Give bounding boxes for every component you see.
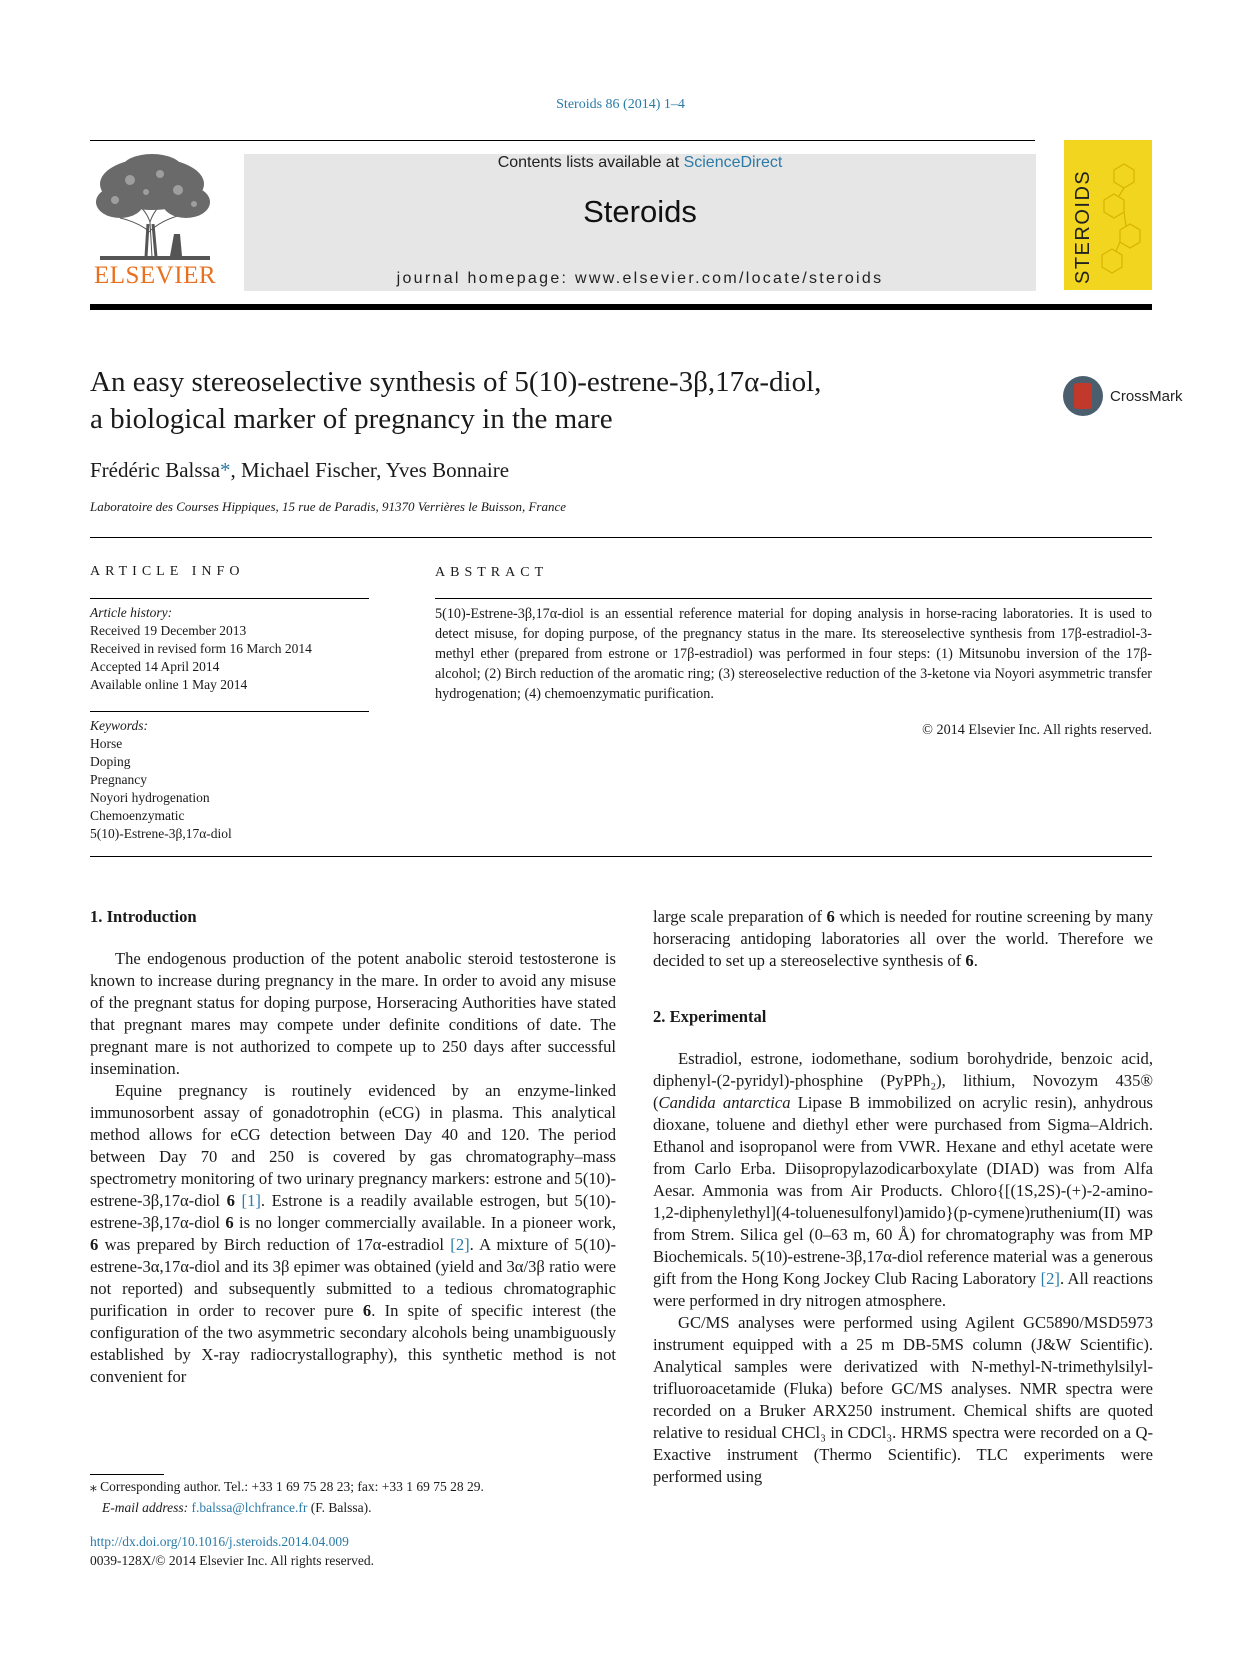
body-left-column bbox=[90, 906, 616, 1388]
compound-number: 6 bbox=[965, 951, 974, 970]
compound-number: 6 bbox=[362, 1301, 372, 1320]
footnote-text: Corresponding author. Tel.: +33 1 69 75 28 23; fax: +33 1 69 75 28 29. bbox=[96, 1479, 484, 1494]
text-run: . bbox=[973, 951, 978, 970]
history-item: Accepted 14 April 2014 bbox=[90, 659, 220, 674]
footnote bbox=[90, 1476, 650, 1518]
affiliation: Laboratoire des Courses Hippiques, 15 rue de Paradis, 91370 Verrières le Buisson, France bbox=[90, 499, 567, 514]
reference-link[interactable]: [1] bbox=[241, 1191, 261, 1210]
history-label: Article history: bbox=[90, 605, 173, 620]
history-item: Received in revised form 16 March 2014 bbox=[90, 641, 312, 656]
compound-number: 6 bbox=[226, 1191, 235, 1210]
compound-number: 6 bbox=[225, 1213, 234, 1232]
keyword-item: Horse bbox=[90, 736, 123, 751]
keyword-item: Chemoenzymatic bbox=[90, 808, 185, 823]
text-run: . All reactions were performed in dry nitrogen atmosphere. bbox=[653, 1269, 1153, 1310]
text-run: Equine pregnancy is routinely evidenced by an enzyme-linked immunosorbent assay of gonadotrophin (eCG) in plasma. This analytical method allows for eCG detection between Day 40 and 120. The period between Day 70 and 250 is covered by gas chromatography–mass spectrometry monitoring of two urinary pregnancy markers: estrone and 5(10)-estrene-3β,17α-diol bbox=[90, 1081, 616, 1210]
body-right-column bbox=[653, 906, 1153, 1488]
compound-number: 6 bbox=[90, 1235, 99, 1254]
title-line-2: a biological marker of pregnancy in the mare bbox=[90, 403, 613, 435]
keywords bbox=[90, 717, 232, 843]
title-line-1: An easy stereoselective synthesis of 5(10)-estrene-3β,17α-diol, bbox=[90, 366, 822, 398]
text-run: which is needed for routine screening by many horseracing antidoping laboratories all over the world. Therefore we decided to set up a stereoselective synthesis of bbox=[653, 907, 1154, 970]
author-name[interactable]: Frédéric Balssa bbox=[90, 458, 221, 482]
text-run: . A mixture of 5(10)-estrene-3α,17α-diol and its 3β epimer was obtained (yield and 3α/3β ratio were not reported) and subsequently submitted to a tedious chromatographic purification in order to recover pure bbox=[90, 1235, 616, 1320]
experimental-paragraph-2: GC/MS analyses were performed using Agilent GC5890/MSD5973 instrument equipped with a 25 m DB-5MS column (J&W Scientific). Analytical samples were derivatized with N-methyl-N-trimethylsilyl-trifluoroacetamide (Fluka) before GC/MS analyses. NMR spectra were recorded on a Bruker ARX250 instrument. Chemical shifts are quoted relative to residual CHCl₃ in CDCl₃. HRMS spectra were recorded on a Q-Exactive instrument (Thermo Scientific). TLC experiments were performed using bbox=[653, 1313, 1153, 1486]
journal-homepage bbox=[244, 270, 1036, 288]
text-run: large scale preparation of bbox=[653, 907, 827, 926]
article-info-heading: ARTICLE INFO bbox=[90, 564, 245, 579]
article-history bbox=[90, 604, 312, 694]
info-rule bbox=[90, 537, 1152, 538]
header-rule bbox=[90, 140, 1035, 141]
intro-paragraph-2 bbox=[90, 1080, 616, 1388]
text-run: was prepared by Birch reduction of 17α-estradiol bbox=[98, 1235, 451, 1254]
compound-number: 6 bbox=[826, 907, 835, 926]
elsevier-tree-icon bbox=[90, 152, 220, 262]
other-authors: , Michael Fischer, Yves Bonnaire bbox=[230, 458, 510, 482]
header-thick-rule bbox=[90, 304, 1152, 310]
homepage-prefix: journal homepage: bbox=[396, 270, 576, 287]
journal-citation[interactable]: Steroids 86 (2014) 1–4 bbox=[556, 97, 685, 112]
journal-banner bbox=[244, 154, 1036, 291]
keyword-item: Pregnancy bbox=[90, 772, 147, 787]
issn-line: 0039-128X/© 2014 Elsevier Inc. All rights reserved. bbox=[90, 1553, 374, 1568]
crossmark-badge[interactable] bbox=[1063, 376, 1183, 420]
experimental-paragraph-1 bbox=[653, 1048, 1153, 1312]
text-run: . Estrone is a readily available estrogen, but 5(10)-estrene-3β,17α-diol bbox=[90, 1191, 616, 1232]
keyword-item: 5(10)-Estrene-3β,17α-diol bbox=[90, 826, 232, 841]
keyword-item: Doping bbox=[90, 754, 131, 769]
species-name: Candida antarctica bbox=[658, 1093, 791, 1112]
cover-title: STEROIDS bbox=[1072, 169, 1094, 284]
email-label: E-mail address: bbox=[102, 1500, 192, 1515]
keyword-item: Noyori hydrogenation bbox=[90, 790, 210, 805]
intro-heading: 1. Introduction bbox=[90, 907, 197, 926]
reference-link[interactable]: [2] bbox=[1040, 1269, 1060, 1288]
article-title bbox=[90, 364, 990, 438]
keywords-label: Keywords: bbox=[90, 718, 148, 733]
history-item: Available online 1 May 2014 bbox=[90, 677, 248, 692]
homepage-link[interactable]: www.elsevier.com/locate/steroids bbox=[575, 270, 884, 287]
text-run: Estradiol, estrone, iodomethane, sodium borohydride, benzoic acid, diphenyl-(2-pyridyl)-phosphine (PyPPh₂), lithium, Novozym 435® ( bbox=[653, 1049, 1153, 1112]
keywords-rule bbox=[90, 711, 369, 712]
contents-prefix: Contents lists available at bbox=[497, 154, 684, 171]
contents-line bbox=[244, 154, 1036, 172]
continued-paragraph bbox=[653, 906, 1153, 972]
crossmark-icon bbox=[1063, 376, 1103, 416]
text-run: . In spite of specific interest (the configuration of the two asymmetric secondary alcohols being unambiguously established by X-ray radiocrystallography), this synthetic method is not convenient for bbox=[90, 1301, 616, 1386]
abstract-text: 5(10)-Estrene-3β,17α-diol is an essential reference material for doping analysis in horse-racing laboratories. It is used to detect misuse, for doping purpose, of the pregnancy status in the mare. Its stereoselective synthesis from 17β-estradiol-3-methyl ether (prepared from estrone or 17β-estradiol) was performed in four steps: (1) Mitsunobu inversion of the 17β-alcohol; (2) Birch reduction of the aromatic ring; (3) stereoselective reduction of the 3-ketone via Noyori asymmetric transfer hydrogenation; (4) chemoenzymatic purification. bbox=[435, 606, 1152, 702]
abstract-heading: ABSTRACT bbox=[435, 565, 549, 580]
article-info-rule bbox=[90, 598, 369, 599]
elsevier-wordmark: ELSEVIER bbox=[93, 262, 217, 289]
corresponding-author-mark[interactable]: * bbox=[220, 458, 231, 482]
sciencedirect-link[interactable]: ScienceDirect bbox=[683, 154, 783, 171]
text-run: is no longer commercially available. In a pioneer work, bbox=[233, 1213, 616, 1232]
experimental-heading: 2. Experimental bbox=[653, 1007, 767, 1026]
doi-block bbox=[90, 1532, 374, 1570]
history-item: Received 19 December 2013 bbox=[90, 623, 247, 638]
corresponding-author-note bbox=[90, 1476, 650, 1497]
abstract-copyright: © 2014 Elsevier Inc. All rights reserved. bbox=[922, 722, 1152, 738]
footnote-rule bbox=[90, 1474, 164, 1475]
journal-name: Steroids bbox=[583, 194, 697, 229]
email-line bbox=[90, 1497, 650, 1518]
author-list bbox=[90, 458, 509, 483]
footnote-mark: ⁎ bbox=[90, 1479, 97, 1494]
elsevier-logo[interactable] bbox=[90, 152, 220, 292]
text-run: Lipase B immobilized on acrylic resin), anhydrous dioxane, toluene and diethyl ether were purchased from Sigma–Aldrich. Ethanol and isopropanol were from VWR. Hexane and ethyl acetate were from Carlo Erba. Diisopropylazodicarboxylate (DIAD) was from Alfa Aesar. Ammonia was from Air Products. Chloro{[(1S,2S)-(+)-2-amino-1,2-diphenylethyl](4-toluenesulfonyl)amido}(p-cymene)ruthenium(II) was from Strem. Silica gel (0–63 m, 60 Å) for chromatography was from MP Biochemicals. 5(10)-estrene-3β,17α-diol reference material was a generous gift from the Hong Kong Jockey Club Racing Laboratory bbox=[653, 1093, 1154, 1288]
reference-link[interactable]: [2] bbox=[450, 1235, 470, 1254]
journal-cover[interactable] bbox=[1064, 140, 1152, 290]
email-suffix: (F. Balssa). bbox=[307, 1500, 372, 1515]
doi-link[interactable]: http://dx.doi.org/10.1016/j.steroids.2014.04.009 bbox=[90, 1534, 349, 1549]
abstract-bottom-rule bbox=[90, 856, 1152, 857]
abstract-rule bbox=[435, 598, 1152, 599]
email-link[interactable]: f.balssa@lchfrance.fr bbox=[191, 1500, 308, 1515]
crossmark-label: CrossMark bbox=[1110, 388, 1183, 405]
intro-paragraph-1: The endogenous production of the potent anabolic steroid testosterone is known to increase during pregnancy in the mare. In order to avoid any misuse of the pregnant status for doping purpose, Horseracing Authorities have stated that pregnant mares may compete under definite conditions of date. The pregnant mare is not authorized to compete up to 250 days after successful insemination. bbox=[90, 949, 616, 1078]
